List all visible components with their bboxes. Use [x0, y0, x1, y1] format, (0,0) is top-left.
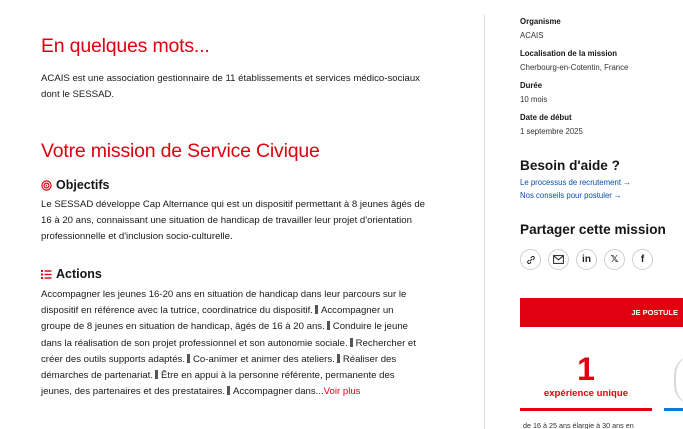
share-linkedin-button[interactable]	[576, 249, 597, 270]
objectifs-heading	[41, 178, 110, 192]
link-icon	[526, 255, 536, 265]
separator-glyph	[155, 370, 158, 379]
separator-glyph	[187, 354, 190, 363]
next-stat-card-edge	[674, 355, 683, 405]
separator-glyph	[227, 386, 230, 395]
voir-plus-link[interactable]: Voir plus	[323, 386, 361, 398]
x-icon: 𝕏	[610, 254, 619, 265]
duree-label: Durée	[520, 81, 543, 90]
column-divider	[484, 15, 485, 429]
stat-underline-secondary	[664, 408, 683, 411]
action-item: Conduire le jeune dans la réalisation de son projet professionnel et son autonomie sociale.	[41, 321, 408, 349]
section-title-mission: Votre mission de Service Civique	[41, 140, 320, 162]
separator-glyph	[337, 354, 340, 363]
share-link-button[interactable]	[520, 249, 541, 270]
list-icon	[41, 269, 52, 280]
action-item: Être en appui à la personne référente, permanente des jeunes, des partenaires et des prestataires.	[41, 370, 395, 398]
separator-glyph	[327, 321, 330, 330]
recrutement-link[interactable]	[520, 178, 631, 187]
date-label: Date de début	[520, 113, 572, 122]
help-title: Besoin d'aide ?	[520, 158, 620, 173]
recrutement-link-label: Le processus de recrutement	[520, 178, 621, 187]
facebook-icon: f	[640, 254, 645, 265]
objectifs-text: Le SESSAD développe Cap Alternance qui est un dispositif permettant à 8 jeunes âgés de 16 à 20 ans, connaissant une situation de handicap de travailler leur projet d'orientation professionnelle et d'inclusion socio-culturelle.	[41, 199, 425, 243]
intro-text: ACAIS est une association gestionnaire de 11 établissements et services médico-sociaux dont le SESSAD.	[41, 73, 420, 100]
stat-label: expérience unique	[543, 388, 629, 399]
linkedin-icon: in	[582, 254, 591, 265]
action-item: Co-animer et animer des ateliers.	[193, 353, 335, 365]
target-icon	[41, 180, 52, 191]
conseils-link[interactable]	[520, 191, 622, 200]
actions-text	[41, 287, 426, 400]
action-item: Accompagner dans...	[233, 386, 324, 398]
arrow-right-icon: →	[622, 178, 631, 187]
separator-glyph	[350, 338, 353, 347]
share-title: Partager cette mission	[520, 222, 666, 237]
organisme-label: Organisme	[520, 17, 561, 26]
date-value: 1 septembre 2025	[520, 127, 583, 136]
organisme-value: ACAIS	[520, 31, 544, 40]
action-item: Réaliser des démarches de partenariat.	[41, 353, 397, 382]
action-item: Accompagner les jeunes 16-20 ans en situation de handicap dans leur parcours sur le dispositif en référence avec la tutrice, coordinatrice du dispositif.	[41, 289, 407, 317]
action-item: Rechercher et créer des outils supports adaptés.	[41, 337, 416, 365]
conseils-link-label: Nos conseils pour postuler	[520, 191, 612, 200]
actions-heading	[41, 267, 102, 281]
share-facebook-button[interactable]	[632, 249, 653, 270]
section-title-quelques-mots: En quelques mots...	[41, 35, 210, 57]
action-item: Accompagner un groupe de 8 jeunes en situation de handicap, âgés de 16 à 20 ans.	[41, 305, 394, 333]
separator-glyph	[315, 305, 318, 314]
localisation-value: Cherbourg-en-Cotentin, France	[520, 63, 629, 72]
je-postule-button[interactable]: JE POSTULE	[520, 298, 683, 327]
stat-underline	[520, 408, 652, 411]
objectifs-title: Objectifs	[56, 178, 110, 192]
localisation-label: Localisation de la mission	[520, 49, 618, 58]
arrow-right-icon: →	[613, 191, 622, 200]
share-x-button[interactable]	[604, 249, 625, 270]
share-buttons	[520, 249, 660, 270]
share-mail-button[interactable]	[548, 249, 569, 270]
stat-number: 1	[577, 351, 595, 387]
actions-title: Actions	[56, 267, 102, 281]
duree-value: 10 mois	[520, 95, 548, 104]
stat-footer: de 16 à 25 ans élargie à 30 ans en	[523, 421, 634, 429]
mail-icon	[553, 255, 564, 264]
